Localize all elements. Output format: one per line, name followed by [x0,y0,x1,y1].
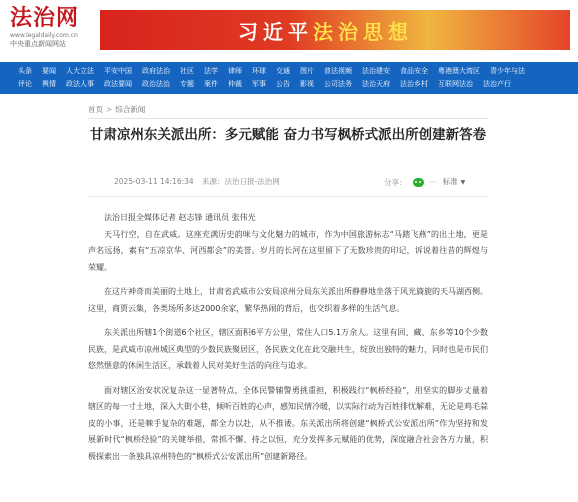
article-source: 来源：法治日报-法治网 [202,177,280,186]
nav-item[interactable]: 案件 [204,80,218,88]
nav-item[interactable]: 政治法治 [142,80,170,88]
site-logo[interactable] [10,6,88,54]
nav-item[interactable]: 环球 [252,67,266,75]
nav-item[interactable]: 专题 [180,80,194,88]
article-paragraph: 在这片神奇而美丽的土地上，甘肃省武威市公安局凉州分局东关派出所静静地坐落于风光旖旎的天马湖西侧。这里，商贾云集，各类场所多达2000余家，繁华热闹的背后，也交织着多样的生活气息。 [88,287,488,313]
nav-item[interactable]: 法学 [204,67,218,75]
nav-item[interactable]: 评论 [18,80,32,88]
nav-item[interactable]: 食品安全 [400,67,428,75]
article-meta [114,175,488,189]
share-bar [384,175,465,190]
nav-item[interactable]: 仲裁 [228,80,242,88]
nav-item[interactable]: 政府法治 [142,67,170,75]
breadcrumb-section[interactable]: 综合新闻 [115,105,146,114]
banner-slogan [238,16,413,45]
nav-item[interactable]: 公司法务 [324,80,352,88]
nav-item[interactable]: 影视 [300,80,314,88]
breadcrumb-separator: > [106,105,113,114]
nav-item[interactable]: 头条 [18,67,32,75]
breadcrumb [88,104,145,116]
breadcrumb-home[interactable]: 首页 [88,105,103,114]
nav-item[interactable]: 人大立法 [66,67,94,75]
banner-slogan-part1: 习近平 [238,20,313,44]
nav-item[interactable]: 社区 [180,67,194,75]
nav-item[interactable]: 互联网法治 [438,80,473,88]
chevron-down-icon: ▼ [460,179,466,186]
nav-item[interactable]: 平安中国 [104,67,132,75]
nav-item[interactable]: 法治产行 [483,80,511,88]
nav-row-2 [18,78,521,92]
logo-url: www.legaldaily.com.cn [10,32,78,39]
article-title: 甘肃凉州东关派出所：多元赋能 奋力书写枫桥式派出所创建新答卷 [89,127,487,143]
article-paragraph: 东关派出所辖1个街道6个社区，辖区面积6平方公里，常住人口5.1万余人。这里有回、藏、东乡等10个少数民族，是武威市凉州城区典型的少数民族聚居区，各民族文化在此交融共生，绽放出独特的魅力，同时也是市民们悠然惬意的休闲生活区，承载着人民对美好生活的向往与追求。 [88,328,488,370]
divider [88,118,488,119]
divider [88,196,488,197]
more-share-button[interactable]: ··· [429,177,437,187]
nav-item[interactable]: 要闻 [42,67,56,75]
nav-item[interactable]: 粤港澳大湾区 [438,67,480,75]
site-header [0,0,578,60]
article-author: 法治日报全媒体记者 赵志锋 通讯员 张伟光 [104,213,256,222]
article-paragraph: 天马行空，自在武威。这座充满历史韵味与文化魅力的城市，作为中国旅游标志“马踏飞燕”的出土地，更是声名远扬，素有“五凉京华、河西都会”的美誉。岁月的长河在这里留下了无数珍贵的印记，诉说着往昔的辉煌与荣耀。 [88,229,488,272]
logo-subtitle: 中央重点新闻网站 [10,40,66,48]
article-body [88,210,488,473]
nav-item[interactable]: 交通 [276,67,290,75]
main-nav [0,62,578,94]
nav-item[interactable]: 普法视频 [324,67,352,75]
publish-date: 2025-03-11 14:16:34 [114,177,194,186]
nav-item[interactable]: 公告 [276,80,290,88]
nav-item[interactable]: 舆情 [42,80,56,88]
nav-item[interactable]: 图片 [300,67,314,75]
wechat-icon[interactable] [413,178,424,187]
share-label: 分享： [384,177,407,187]
nav-item[interactable]: 政法要闻 [104,80,132,88]
logo-text: 法治网 [10,5,80,31]
nav-item[interactable]: 法治建安 [362,67,390,75]
font-size-select[interactable] [443,175,466,190]
font-size-select-label: 标准 [442,177,458,186]
header-banner[interactable] [100,10,570,50]
banner-slogan-part2: 法治思想 [313,20,413,44]
nav-item[interactable]: 法治乡村 [400,80,428,88]
nav-item[interactable]: 律师 [228,67,242,75]
nav-row-1 [18,65,535,79]
nav-item[interactable]: 青少年与法 [490,67,525,75]
nav-item[interactable]: 政法人事 [66,80,94,88]
nav-item[interactable]: 军事 [252,80,266,88]
article-paragraph: 面对辖区治安状况复杂这一显著特点，全体民警辅警勇挑重担，积极践行“枫桥经验”，用坚实的脚步丈量着辖区的每一寸土地，深入大街小巷，倾听百姓的心声，感知民情冷暖，以实际行动为百姓排忧解难，无论是鸡毛蒜皮的小事，还是棘手复杂的难题，都全力以赴，从不推诿。东关派出所将创建“枫桥式公安派出所”作为坚持和发展新时代“枫桥经验”的关键举措，常抓不懈、持之以恒，充分发挥多元赋能的优势，深度融合社会各方力量，积极探索出一条独具凉州特色的“枫桥式公安派出所”创建新路径。 [88,385,488,461]
nav-item[interactable]: 法治天府 [362,80,390,88]
